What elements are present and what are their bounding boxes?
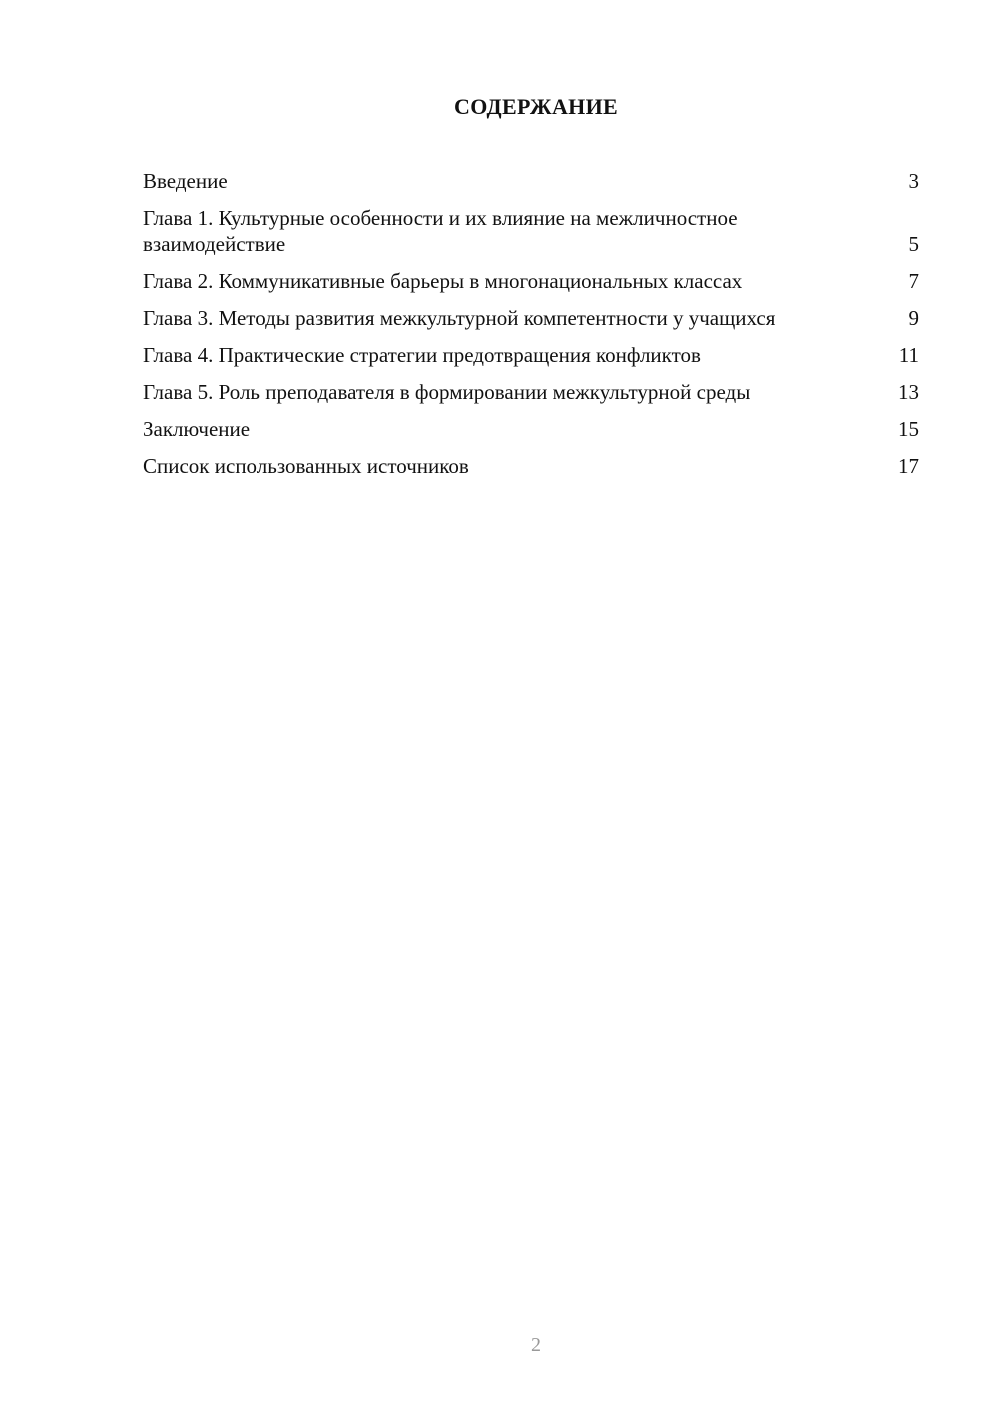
toc-item-page: 3 — [908, 169, 919, 193]
page-number: 2 — [531, 1334, 541, 1356]
toc-item-label: Глава 1. Культурные особенности и их влияние на межличностное взаимодействие — [143, 206, 738, 256]
page-title: СОДЕРЖАНИЕ — [454, 94, 618, 119]
toc-item-chapter-1[interactable] — [143, 205, 919, 257]
toc-item-page: 9 — [908, 306, 919, 330]
toc-item-introduction[interactable] — [143, 168, 919, 194]
toc-item-label: Глава 4. Практические стратегии предотвращения конфликтов — [143, 343, 701, 367]
toc-item-label: Введение — [143, 169, 228, 193]
toc-item-references[interactable] — [143, 453, 919, 479]
toc-item-label: Заключение — [143, 417, 251, 441]
toc-item-label: Список использованных источников — [143, 454, 469, 478]
toc-item-conclusion[interactable] — [143, 416, 919, 442]
table-of-contents — [143, 168, 919, 490]
toc-item-page: 11 — [898, 343, 919, 367]
toc-item-page: 17 — [898, 454, 919, 478]
toc-item-page: 15 — [898, 417, 919, 441]
toc-item-label: Глава 5. Роль преподавателя в формировании межкультурной среды — [143, 380, 751, 404]
toc-item-chapter-4[interactable] — [143, 342, 919, 368]
toc-item-page: 5 — [908, 232, 919, 256]
toc-item-chapter-2[interactable] — [143, 268, 919, 294]
toc-item-page: 7 — [908, 269, 919, 293]
toc-item-chapter-5[interactable] — [143, 379, 919, 405]
toc-item-label: Глава 2. Коммуникативные барьеры в многонациональных классах — [143, 269, 743, 293]
toc-item-page: 13 — [898, 380, 919, 404]
toc-item-chapter-3[interactable] — [143, 305, 919, 331]
toc-item-label: Глава 3. Методы развития межкультурной компетентности у учащихся — [143, 306, 776, 330]
